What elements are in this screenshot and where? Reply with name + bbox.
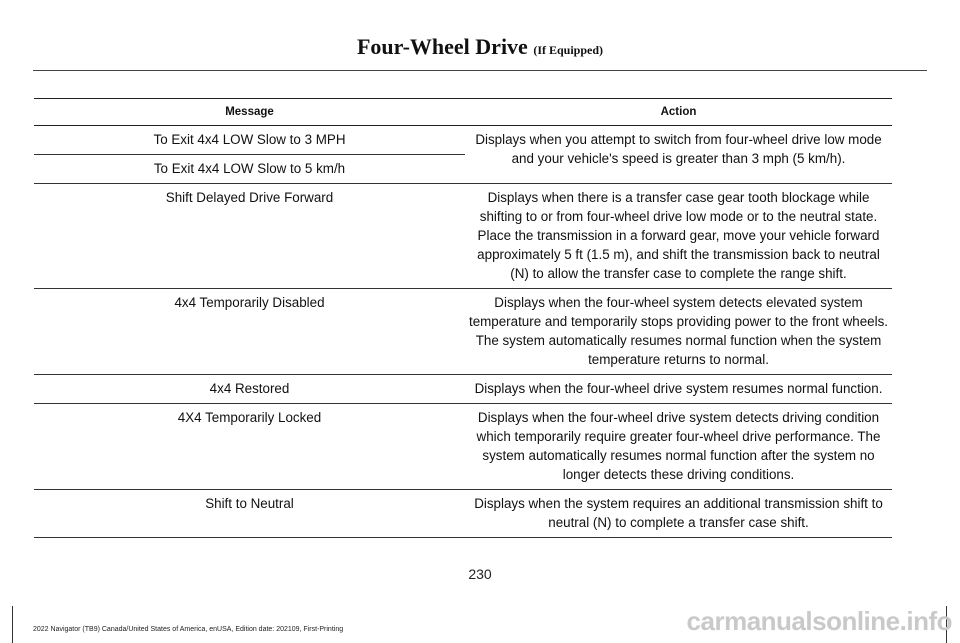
table-row (34, 490, 892, 538)
table-row (34, 184, 892, 289)
message-cell: Shift Delayed Drive Forward (34, 184, 465, 289)
column-header-message: Message (34, 99, 465, 126)
table-row (34, 289, 892, 375)
table-row (34, 404, 892, 490)
action-cell: Displays when the system requires an additional transmission shift to neutral (N) to complete a transfer case shift. (465, 490, 892, 538)
header-divider (33, 70, 927, 71)
page-subtitle: (If Equipped) (533, 43, 604, 57)
action-cell: Displays when the four-wheel drive system detects driving condition which temporarily require greater four-wheel drive performance. The system automatically resumes normal function after the system no longer detects these driving conditions. (465, 404, 892, 490)
crop-mark-left (12, 606, 13, 643)
message-cell: To Exit 4x4 LOW Slow to 3 MPH (34, 126, 465, 155)
table-row (34, 375, 892, 404)
edition-footer: 2022 Navigator (TB9) Canada/United States of America, enUSA, Edition date: 202109, First-Printing (33, 626, 344, 633)
message-cell: 4x4 Restored (34, 375, 465, 404)
action-cell: Displays when there is a transfer case gear tooth blockage while shifting to or from four-wheel drive low mode or to the neutral state. Place the transmission in a forward gear, move your vehicle forward approximately 5 ft (1.5 m), and shift the transmission back to neutral (N) to allow the transfer case to complete the range shift. (465, 184, 892, 289)
table-row (34, 126, 892, 155)
message-cell: Shift to Neutral (34, 490, 465, 538)
watermark-logo: carmanualsonline.info (686, 606, 952, 636)
message-cell: 4X4 Temporarily Locked (34, 404, 465, 490)
messages-table (34, 98, 892, 538)
column-header-action: Action (465, 99, 892, 126)
message-cell: 4x4 Temporarily Disabled (34, 289, 465, 375)
action-cell: Displays when the four-wheel system detects elevated system temperature and temporarily stops providing power to the front wheels. The system automatically resumes normal function when the system temperature returns to normal. (465, 289, 892, 375)
action-cell: Displays when the four-wheel drive system resumes normal function. (465, 375, 892, 404)
page-header (0, 34, 960, 60)
table-header-row (34, 99, 892, 126)
page-number: 230 (468, 566, 492, 582)
action-cell: Displays when you attempt to switch from four-wheel drive low mode and your vehicle's speed is greater than 3 mph (5 km/h). (465, 126, 892, 184)
page-title: Four-Wheel Drive (356, 34, 528, 59)
message-cell: To Exit 4x4 LOW Slow to 5 km/h (34, 155, 465, 184)
